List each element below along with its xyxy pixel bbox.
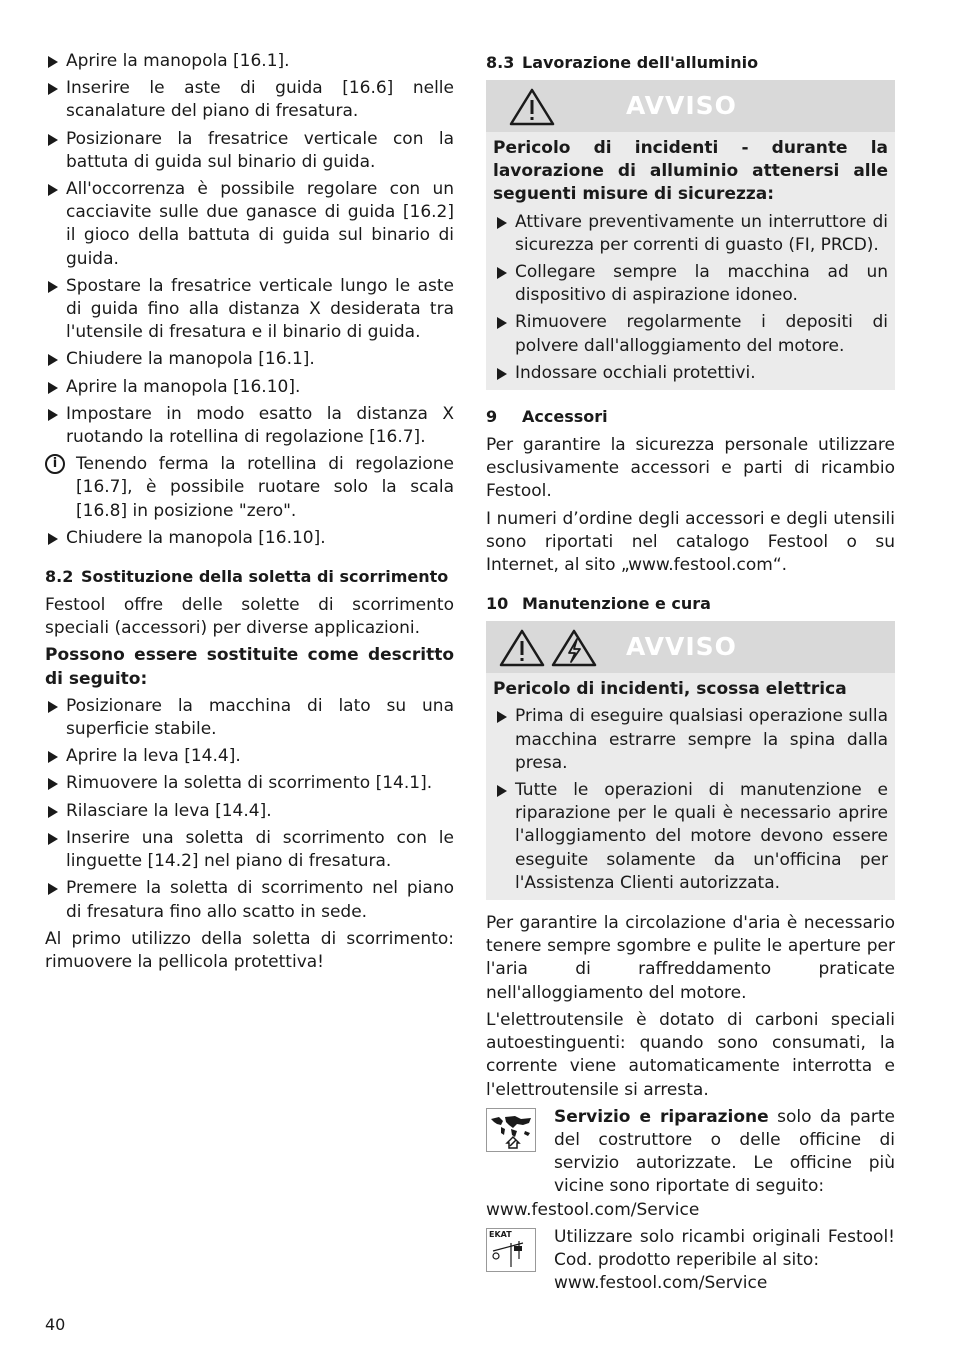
section-heading-8-3: 8.3 Lavorazione dell'alluminio bbox=[486, 53, 759, 72]
bullet-triangle-icon bbox=[48, 354, 58, 366]
list-item: Aprire la leva [14.4]. bbox=[45, 745, 454, 768]
section-heading-9: 9 Accessori bbox=[486, 407, 608, 427]
world-service-icon bbox=[486, 1108, 536, 1152]
bullet-triangle-icon bbox=[48, 751, 58, 763]
ekat-label: EKAT bbox=[489, 1229, 512, 1239]
list-item: Rimuovere regolarmente i depositi di polvere dall'alloggiamento del motore. bbox=[493, 311, 888, 357]
bullet-triangle-icon bbox=[48, 184, 58, 196]
bullet-triangle-icon bbox=[48, 883, 58, 895]
bullet-triangle-icon bbox=[497, 317, 507, 329]
paragraph: I numeri d’ordine degli accessori e degli utensili sono riportati nel catalogo Festool o su Internet, al sito „www.festool.com“. bbox=[486, 508, 895, 576]
list-item: Inserire una soletta di scorrimento con le linguette [14.2] nel piano di fresatura. bbox=[45, 827, 454, 873]
ekat-text: Utilizzare solo ricambi originali Festool! Cod. prodotto reperibile al sito: bbox=[554, 1226, 895, 1270]
bullet-triangle-icon bbox=[48, 83, 58, 95]
list-item: Indossare occhiali protettivi. bbox=[493, 362, 888, 385]
warning-heading: Pericolo di incidenti, scossa elettrica bbox=[493, 679, 847, 700]
warning-label: AVVISO bbox=[626, 91, 737, 120]
list-item: Posizionare la fresatrice verticale con la battuta di guida sul binario di guida. bbox=[45, 128, 454, 174]
paragraph: Festool offre delle solette di scorrimento speciali (accessori) per diverse applicazioni. bbox=[45, 595, 454, 639]
paragraph: Per garantire la circolazione d'aria è necessario tenere sempre sgombre e pulite le aperture per l'aria di raffreddamento praticate nell'alloggiamento del motore. bbox=[486, 913, 895, 1003]
ekat-icon bbox=[486, 1228, 536, 1272]
bullet-triangle-icon bbox=[48, 806, 58, 818]
warning-heading: Pericolo di incidenti - durante la lavorazione di alluminio attenersi alle seguenti misure di sicurezza: bbox=[493, 138, 888, 205]
bullet-triangle-icon bbox=[48, 382, 58, 394]
page-number: 40 bbox=[45, 1315, 66, 1334]
info-note bbox=[45, 453, 454, 523]
list-item: Posizionare la macchina di lato su una superficie stabile. bbox=[45, 695, 454, 741]
ekat-url: www.festool.com/Service bbox=[554, 1273, 768, 1294]
info-icon: i bbox=[45, 454, 65, 474]
list-item: Aprire la manopola [16.1]. bbox=[45, 50, 454, 73]
list-item: Rilasciare la leva [14.4]. bbox=[45, 800, 454, 823]
bullet-triangle-icon bbox=[48, 409, 58, 421]
list-item: Tutte le operazioni di manutenzione e riparazione per le quali è necessario aprire l'alloggiamento del motore devono essere eseguite solamente da un'officina per l'Assistenza Clienti autorizzata. bbox=[493, 779, 888, 895]
service-block bbox=[486, 1106, 895, 1199]
bold-paragraph: Possono essere sostituite come descritto di seguito: bbox=[45, 645, 454, 689]
list-item: Prima di eseguire qualsiasi operazione sulla macchina estrarre sempre la spina dalla presa. bbox=[493, 705, 888, 775]
warning-box bbox=[486, 80, 895, 390]
right-column bbox=[486, 50, 895, 1295]
warning-triangle-icon bbox=[508, 87, 556, 127]
bullet-triangle-icon bbox=[48, 701, 58, 713]
list-item: Spostare la fresatrice verticale lungo le aste di guida fino alla distanza X desiderata tra l'utensile di fresatura e il binario di guida. bbox=[45, 275, 454, 345]
list-item: Inserire le aste di guida [16.6] nelle scanalature del piano di fresatura. bbox=[45, 77, 454, 123]
warning-header bbox=[486, 80, 895, 132]
bullet-triangle-icon bbox=[497, 217, 507, 229]
warning-box bbox=[486, 621, 895, 900]
bullet-triangle-icon bbox=[48, 134, 58, 146]
list-item: Premere la soletta di scorrimento nel piano di fresatura fino allo scatto in sede. bbox=[45, 877, 454, 923]
warning-triangle-icon bbox=[498, 628, 546, 668]
bullet-triangle-icon bbox=[48, 833, 58, 845]
list-item: Attivare preventivamente un interruttore di sicurezza per correnti di guasto (FI, PRCD). bbox=[493, 211, 888, 257]
info-note-text: Tenendo ferma la rotellina di regolazione [16.7], è possibile ruotare solo la scala [16.8] in posizione "zero". bbox=[76, 454, 454, 521]
list-item: Chiudere la manopola [16.10]. bbox=[45, 527, 454, 550]
list-item: All'occorrenza è possibile regolare con un cacciavite sulle due ganasce di guida [16.2] il gioco della battuta di guida sul binario di guida. bbox=[45, 178, 454, 271]
section-heading-10: 10 Manutenzione e cura bbox=[486, 594, 711, 614]
bullet-triangle-icon bbox=[497, 267, 507, 279]
warning-header bbox=[486, 621, 895, 673]
bullet-triangle-icon bbox=[497, 785, 507, 797]
bullet-triangle-icon bbox=[48, 281, 58, 293]
paragraph: L'elettroutensile è dotato di carboni speciali autoestinguenti: quando sono consumati, la corrente viene automaticamente interrotta e l'elettroutensile si arresta. bbox=[486, 1009, 895, 1100]
electric-shock-icon bbox=[550, 628, 598, 668]
service-url: www.festool.com/Service bbox=[486, 1199, 700, 1220]
bullet-triangle-icon bbox=[497, 368, 507, 380]
warning-label: AVVISO bbox=[626, 632, 737, 662]
list-item: Aprire la manopola [16.10]. bbox=[45, 376, 454, 399]
bullet-triangle-icon bbox=[48, 778, 58, 790]
left-column bbox=[45, 50, 454, 978]
section-heading-8-2: 8.2 Sostituzione della soletta di scorrimento bbox=[45, 567, 449, 587]
service-text: Servizio e riparazione solo da parte del costruttore o delle officine di servizio autorizzate. Le officine più vicine sono riportate di seguito: bbox=[554, 1106, 896, 1197]
list-item: Collegare sempre la macchina ad un dispositivo di aspirazione idoneo. bbox=[493, 261, 888, 307]
list-item: Rimuovere la soletta di scorrimento [14.1]. bbox=[45, 772, 454, 795]
list-item: Impostare in modo esatto la distanza X ruotando la rotellina di regolazione [16.7]. bbox=[45, 403, 454, 449]
bullet-triangle-icon bbox=[48, 533, 58, 545]
ekat-block bbox=[486, 1226, 895, 1296]
paragraph: Per garantire la sicurezza personale utilizzare esclusivamente accessori e parti di ricambio Festool. bbox=[486, 435, 895, 502]
paragraph: Al primo utilizzo della soletta di scorrimento: rimuovere la pellicola protettiva! bbox=[45, 928, 454, 972]
bullet-triangle-icon bbox=[48, 56, 58, 68]
list-item: Chiudere la manopola [16.1]. bbox=[45, 348, 454, 371]
bullet-triangle-icon bbox=[497, 711, 507, 723]
